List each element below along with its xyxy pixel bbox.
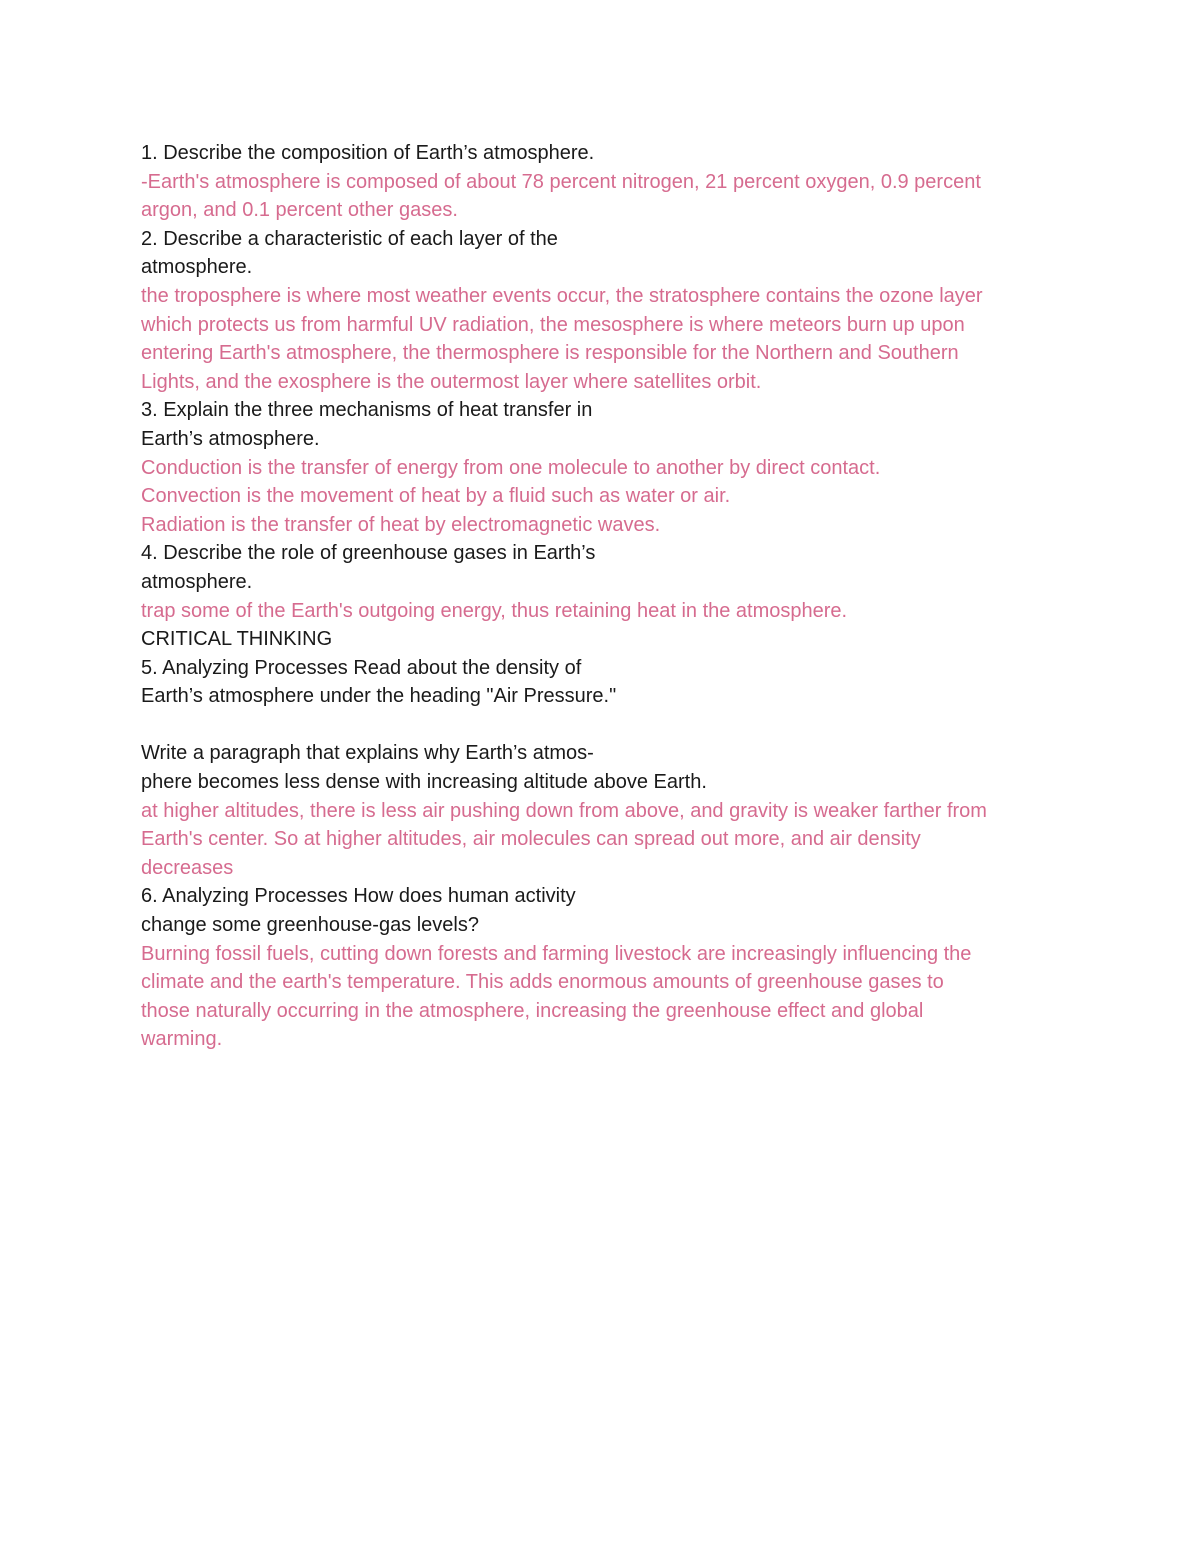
blank-line [141,711,1071,740]
answer-3-line: Convection is the movement of heat by a fluid such as water or air. [141,485,731,508]
answer-6-line: Burning fossil fuels, cutting down forests and farming livestock are increasingly influencing the [141,942,972,965]
answer-2-line: which protects us from harmful UV radiation, the mesosphere is where meteors burn up upon [141,313,965,336]
question-3-line: Earth’s atmosphere. [141,427,320,450]
section-heading: CRITICAL THINKING [141,628,333,651]
question-4-line: atmosphere. [141,570,253,593]
answer-2-line: entering Earth's atmosphere, the thermosphere is responsible for the Northern and Southern [141,342,959,365]
answer-5-line: at higher altitudes, there is less air pushing down from above, and gravity is weaker farther from [141,799,987,822]
answer-5-line: decreases [141,856,234,879]
answer-6-line: climate and the earth's temperature. This adds enormous amounts of greenhouse gases to [141,971,944,994]
question-5-line: Earth’s atmosphere under the heading "Air Pressure." [141,685,617,708]
answer-4-line: trap some of the Earth's outgoing energy, thus retaining heat in the atmosphere. [141,599,848,622]
question-6-line: change some greenhouse-gas levels? [141,914,479,937]
question-3-line: 3. Explain the three mechanisms of heat transfer in [141,399,593,422]
question-1-line: 1. Describe the composition of Earth’s atmosphere. [141,142,595,164]
question-5-prompt-line: phere becomes less dense with increasing altitude above Earth. [141,771,707,794]
answer-1-line: argon, and 0.1 percent other gases. [141,199,458,222]
question-5-line: 5. Analyzing Processes Read about the density of [141,656,582,679]
document-page [141,139,1071,1054]
question-6-line: 6. Analyzing Processes How does human activity [141,885,576,908]
question-2-line: atmosphere. [141,256,253,279]
answer-2-line: Lights, and the exosphere is the outermost layer where satellites orbit. [141,370,762,393]
question-2-line: 2. Describe a characteristic of each layer of the [141,227,558,250]
answer-3-line: Radiation is the transfer of heat by electromagnetic waves. [141,513,661,536]
answer-6-line: those naturally occurring in the atmosphere, increasing the greenhouse effect and global [141,999,924,1022]
answer-1-line: -Earth's atmosphere is composed of about 78 percent nitrogen, 21 percent oxygen, 0.9 percent [141,170,981,193]
answer-3-line: Conduction is the transfer of energy from one molecule to another by direct contact. [141,456,881,479]
answer-2-line: the troposphere is where most weather events occur, the stratosphere contains the ozone layer [141,284,983,307]
question-5-prompt-line: Write a paragraph that explains why Earth’s atmos- [141,742,594,765]
question-4-line: 4. Describe the role of greenhouse gases in Earth’s [141,542,596,565]
answer-6-line: warming. [141,1028,223,1051]
answer-5-line: Earth's center. So at higher altitudes, air molecules can spread out more, and air density [141,828,921,851]
